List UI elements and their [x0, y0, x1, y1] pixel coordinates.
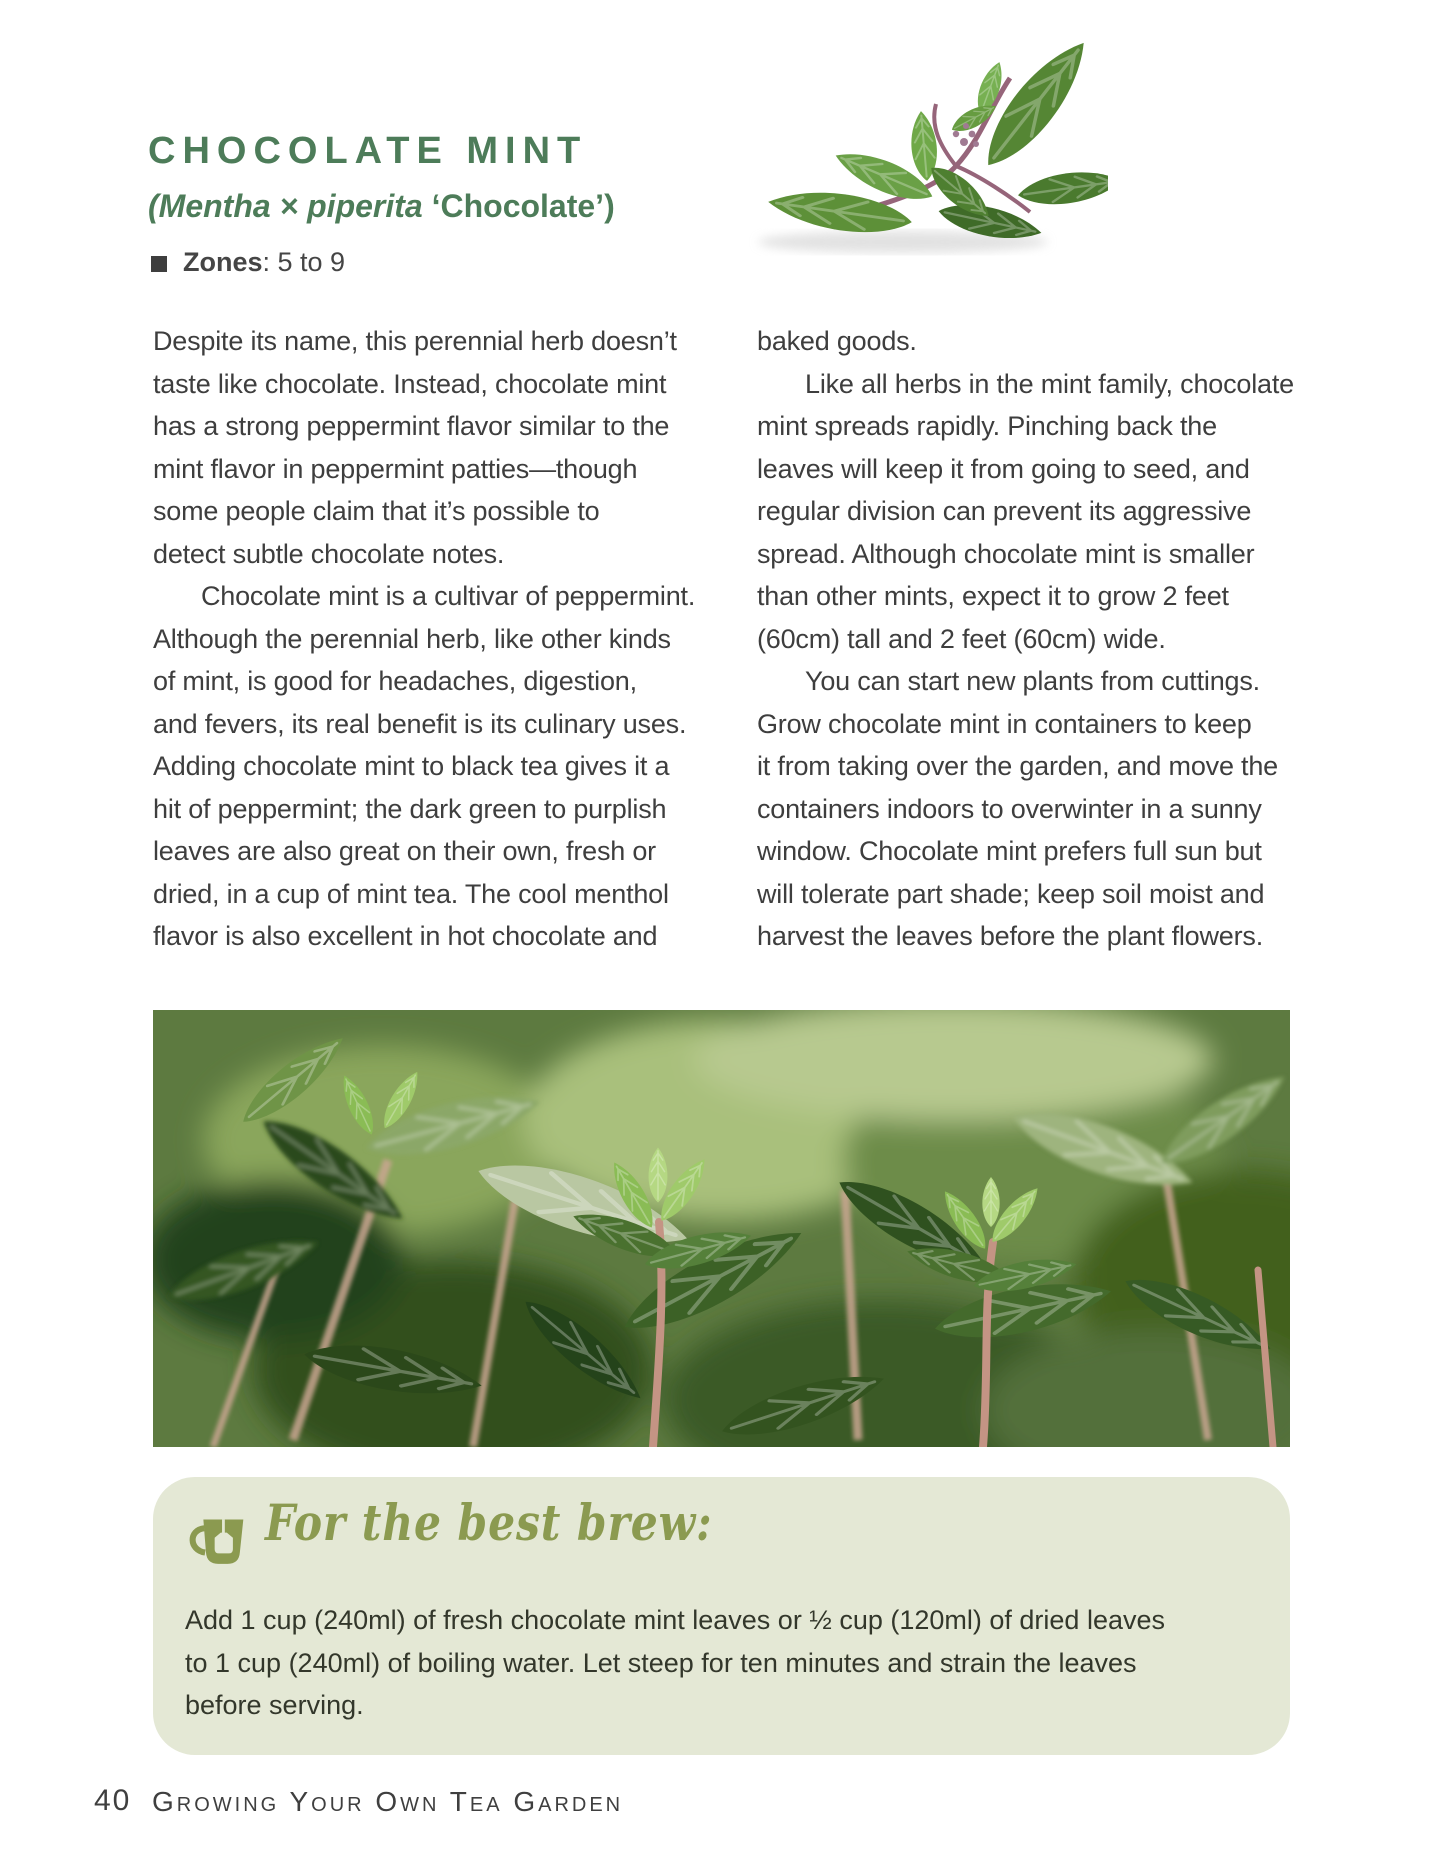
text-line: leaves will keep it from going to seed, and	[757, 453, 1250, 484]
text-line: leaves are also great on their own, fresh or	[153, 836, 656, 866]
body-right-column	[757, 320, 1294, 958]
text-line: window. Chocolate mint prefers full sun but	[757, 836, 1262, 866]
text-line: Like all herbs in the mint family, chocolate	[805, 368, 1294, 399]
text-line: harvest the leaves before the plant flowers.	[757, 921, 1263, 951]
text-line: detect subtle chocolate notes.	[153, 538, 505, 569]
body-left-column	[153, 320, 695, 958]
brew-instructions	[185, 1599, 1165, 1727]
text-line: has a strong peppermint flavor similar to the	[153, 411, 670, 441]
text-line: of mint, is good for headaches, digestion,	[153, 666, 637, 696]
text-line: Grow chocolate mint in containers to keep	[757, 708, 1252, 739]
text-line: it from taking over the garden, and move the	[757, 751, 1278, 781]
text-line: baked goods.	[757, 326, 917, 356]
text-line: hit of peppermint; the dark green to purplish	[153, 793, 667, 824]
zones-value: : 5 to 9	[262, 247, 346, 277]
text-line: some people claim that it’s possible to	[153, 496, 600, 526]
text-line: Chocolate mint is a cultivar of peppermint.	[201, 581, 696, 611]
latin-name	[148, 188, 615, 225]
book-title: Growing Your Own Tea Garden	[152, 1786, 624, 1817]
tea-mug-icon	[186, 1511, 252, 1575]
zones-line	[151, 247, 345, 278]
mint-sprig-photo	[688, 26, 1108, 264]
text-line: mint spreads rapidly. Pinching back the	[757, 411, 1217, 441]
text-line: Although the perennial herb, like other kinds	[153, 623, 671, 654]
brew-tip-box	[153, 1477, 1290, 1755]
text-line: mint flavor in peppermint patties—though	[153, 453, 638, 484]
text-line: containers indoors to overwinter in a sunny	[757, 793, 1262, 824]
text-line: flavor is also excellent in hot chocolate and	[153, 921, 658, 951]
text-line: taste like chocolate. Instead, chocolate mint	[153, 368, 667, 399]
text-line: regular division can prevent its aggressive	[757, 496, 1252, 526]
latin-species: (Mentha × piperita	[148, 188, 423, 224]
page-title: CHOCOLATE MINT	[148, 130, 588, 172]
mint-sprig-illustration	[688, 26, 1108, 264]
text-line: spread. Although chocolate mint is smaller	[757, 538, 1255, 569]
text-line: (60cm) tall and 2 feet (60cm) wide.	[757, 623, 1166, 654]
text-line: Adding chocolate mint to black tea gives it a	[153, 751, 670, 781]
text-line: and fevers, its real benefit is its culinary uses.	[153, 708, 687, 739]
text-line: to 1 cup (240ml) of boiling water. Let steep for ten minutes and strain the leaves	[185, 1647, 1137, 1678]
tea-mug-glyph	[186, 1511, 252, 1575]
zones-label: Zones	[183, 247, 263, 277]
text-line: Add 1 cup (240ml) of fresh chocolate mint leaves or ½ cup (120ml) of dried leaves	[185, 1605, 1165, 1635]
mint-field-illustration	[153, 1010, 1290, 1447]
text-line: dried, in a cup of mint tea. The cool menthol	[153, 878, 669, 909]
brew-heading: For the best brew:	[265, 1493, 713, 1552]
text-line: before serving.	[185, 1690, 364, 1720]
square-bullet-icon	[151, 256, 167, 272]
mint-field-photo	[153, 1010, 1290, 1447]
page-number: 40	[94, 1784, 132, 1817]
text-line: will tolerate part shade; keep soil moist and	[757, 878, 1265, 909]
text-line: than other mints, expect it to grow 2 feet	[757, 581, 1229, 611]
cultivar-name: ‘Chocolate’)	[422, 188, 615, 224]
text-line: You can start new plants from cuttings.	[805, 666, 1260, 696]
text-line: Despite its name, this perennial herb doesn’t	[153, 326, 677, 356]
